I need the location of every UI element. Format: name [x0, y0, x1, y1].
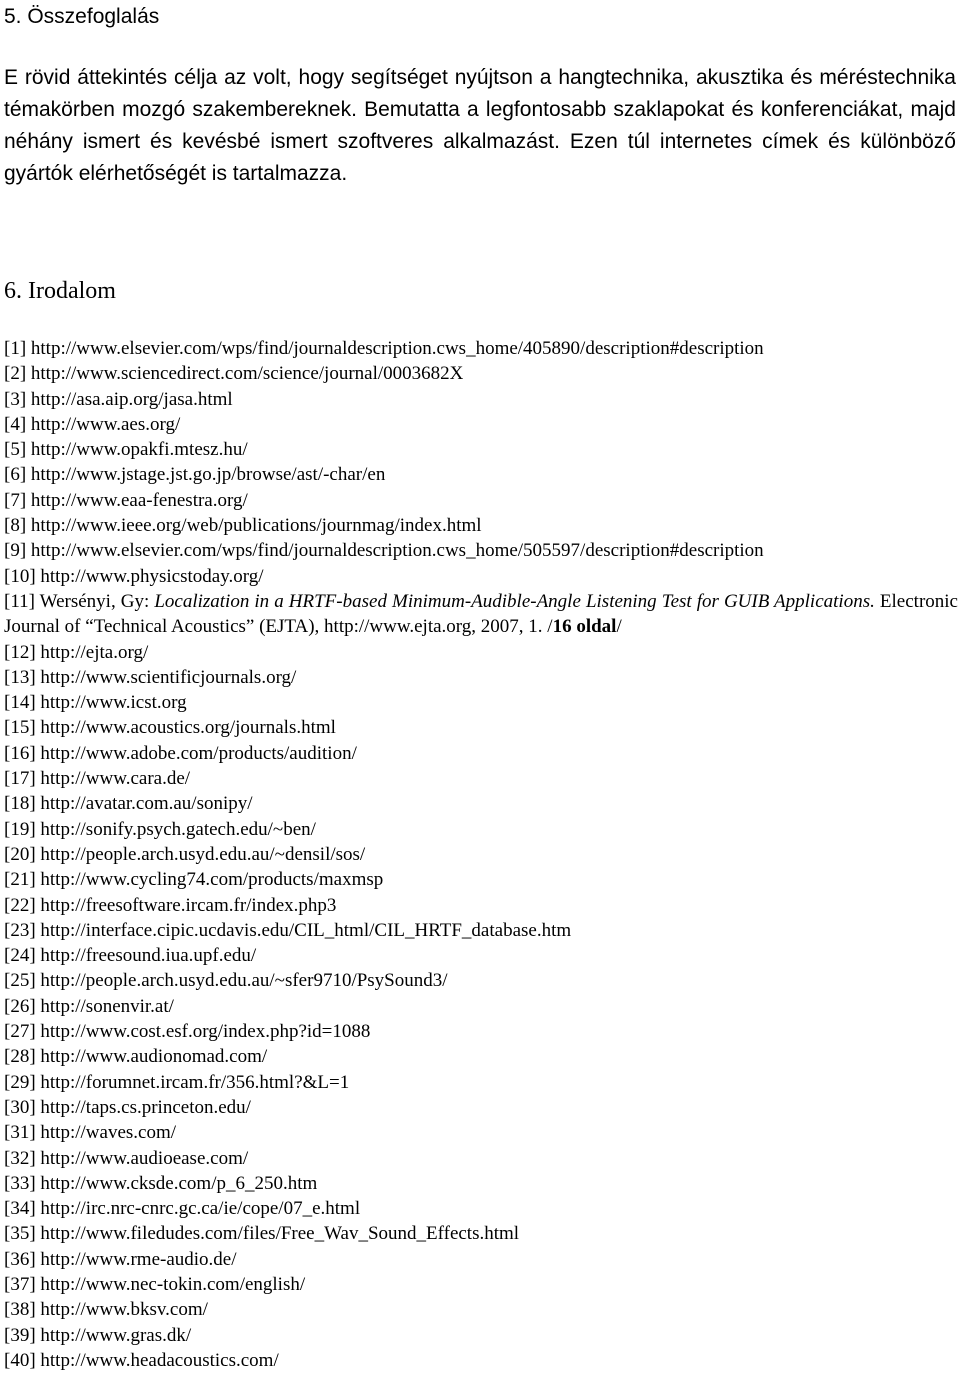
- reference-number: [13]: [4, 666, 36, 688]
- reference-item: [4, 766, 958, 791]
- reference-item: [4, 665, 958, 690]
- reference-number: [28]: [4, 1046, 36, 1068]
- reference-number: [3]: [4, 388, 27, 410]
- reference-item: [4, 437, 958, 462]
- reference-item: [4, 867, 958, 892]
- reference-item: [4, 1120, 958, 1145]
- reference-item: [4, 1044, 958, 1069]
- reference-number: [27]: [4, 1021, 36, 1043]
- reference-number: [29]: [4, 1071, 36, 1093]
- reference-number: [11]: [4, 590, 35, 612]
- reference-number: [40]: [4, 1349, 36, 1371]
- reference-url[interactable]: http://www.cara.de/: [40, 768, 191, 790]
- reference-item: [4, 1297, 958, 1322]
- reference-item: [4, 968, 958, 993]
- reference-item: [4, 336, 958, 361]
- reference-url[interactable]: http://www.opakfi.mtesz.hu/: [30, 439, 248, 461]
- reference-url[interactable]: http://www.cksde.com/p_6_250.htm: [40, 1172, 318, 1194]
- reference-list: [4, 336, 958, 1373]
- reference-item: [4, 1323, 958, 1348]
- reference-item: [4, 513, 958, 538]
- reference-url[interactable]: http://www.sciencedirect.com/science/journal/0003682X: [30, 363, 464, 385]
- reference-number: [35]: [4, 1223, 36, 1245]
- reference-url[interactable]: http://www.elsevier.com/wps/find/journaldescription.cws_home/405890/description#description: [30, 338, 764, 359]
- reference-item: [4, 1196, 958, 1221]
- reference-number: [10]: [4, 565, 36, 587]
- reference-number: [32]: [4, 1147, 36, 1169]
- reference-url[interactable]: http://asa.aip.org/jasa.html: [30, 388, 233, 410]
- reference-item: [4, 564, 958, 589]
- reference-number: [38]: [4, 1299, 36, 1321]
- reference-item: [4, 412, 958, 437]
- summary-paragraph: E rövid áttekintés célja az volt, hogy segítséget nyújtson a hangtechnika, akusztika és méréstechnika témakörben mozgó szakembereknek. Bemutatta a legfontosabb szaklapokat és konferenciákat, majd néhány ismert és kevésbé ismert szoftveres alkalmazást. Ezen túl internetes címek és különböző gyártók elérhetőségét is tartalmazza.: [4, 66, 956, 185]
- references-heading: 6. Irodalom: [4, 278, 116, 304]
- reference-url[interactable]: http://www.audionomad.com/: [40, 1046, 268, 1068]
- reference-url[interactable]: http://people.arch.usyd.edu.au/~densil/sos/: [40, 843, 366, 865]
- reference-number: [2]: [4, 363, 27, 385]
- reference-item: [4, 1247, 958, 1272]
- reference-number: [18]: [4, 793, 36, 815]
- reference-url[interactable]: http://avatar.com.au/sonipy/: [40, 793, 253, 815]
- citation-journal: Electronic Journal of “Technical Acoustics” (EJTA), http://www.ejta.org, 2007, 1. /: [4, 590, 958, 638]
- reference-url[interactable]: http://www.physicstoday.org/: [40, 565, 264, 587]
- reference-item: [4, 387, 958, 412]
- reference-url[interactable]: http://www.nec-tokin.com/english/: [40, 1273, 306, 1295]
- reference-item: [4, 943, 958, 968]
- reference-url[interactable]: http://irc.nrc-cnrc.gc.ca/ie/cope/07_e.html: [40, 1198, 361, 1220]
- reference-number: [31]: [4, 1122, 36, 1144]
- reference-url[interactable]: http://freesound.iua.upf.edu/: [40, 945, 257, 967]
- reference-url[interactable]: http://www.headacoustics.com/: [40, 1349, 279, 1371]
- citation-author: Wersényi, Gy:: [39, 590, 150, 612]
- reference-item: [4, 1019, 958, 1044]
- reference-number: [9]: [4, 540, 27, 562]
- reference-number: [1]: [4, 338, 27, 359]
- reference-item: [4, 1221, 958, 1246]
- reference-url[interactable]: http://www.rme-audio.de/: [40, 1248, 237, 1270]
- reference-number: [30]: [4, 1096, 36, 1118]
- reference-url[interactable]: http://freesoftware.ircam.fr/index.php3: [40, 894, 337, 916]
- reference-url[interactable]: http://sonenvir.at/: [40, 995, 174, 1017]
- reference-number: [25]: [4, 970, 36, 992]
- reference-item: [4, 1146, 958, 1171]
- reference-item: [4, 690, 958, 715]
- reference-number: [7]: [4, 489, 27, 511]
- reference-url[interactable]: http://sonify.psych.gatech.edu/~ben/: [40, 818, 316, 840]
- reference-url[interactable]: http://interface.cipic.ucdavis.edu/CIL_html/CIL_HRTF_database.htm: [40, 919, 572, 941]
- reference-item: [4, 1348, 958, 1373]
- reference-item: [4, 842, 958, 867]
- reference-item-citation: [4, 589, 958, 640]
- reference-item: [4, 741, 958, 766]
- reference-url[interactable]: http://www.adobe.com/products/audition/: [40, 742, 357, 764]
- reference-number: [26]: [4, 995, 36, 1017]
- reference-url[interactable]: http://people.arch.usyd.edu.au/~sfer9710/PsySound3/: [40, 970, 448, 992]
- reference-url[interactable]: http://www.acoustics.org/journals.html: [40, 717, 336, 739]
- reference-url[interactable]: http://www.ieee.org/web/publications/journmag/index.html: [30, 515, 482, 537]
- reference-url[interactable]: http://www.filedudes.com/files/Free_Wav_Sound_Effects.html: [40, 1223, 520, 1245]
- reference-item: [4, 488, 958, 513]
- reference-url[interactable]: http://www.audioease.com/: [40, 1147, 249, 1169]
- citation-pages: 16 oldal: [552, 616, 617, 638]
- reference-url[interactable]: http://www.icst.org: [40, 692, 187, 714]
- reference-item: [4, 817, 958, 842]
- reference-number: [20]: [4, 843, 36, 865]
- reference-item: [4, 640, 958, 665]
- reference-number: [17]: [4, 768, 36, 790]
- reference-number: [14]: [4, 692, 36, 714]
- reference-url[interactable]: http://www.jstage.jst.go.jp/browse/ast/-char/en: [30, 464, 386, 486]
- reference-url[interactable]: http://forumnet.ircam.fr/356.html?&L=1: [40, 1071, 350, 1093]
- reference-number: [34]: [4, 1198, 36, 1220]
- reference-number: [23]: [4, 919, 36, 941]
- reference-url[interactable]: http://waves.com/: [40, 1122, 177, 1144]
- reference-item: [4, 1095, 958, 1120]
- reference-number: [24]: [4, 945, 36, 967]
- reference-url[interactable]: http://www.cycling74.com/products/maxmsp: [40, 869, 384, 891]
- reference-number: [36]: [4, 1248, 36, 1270]
- reference-item: [4, 715, 958, 740]
- reference-item: [4, 893, 958, 918]
- reference-url[interactable]: http://www.cost.esf.org/index.php?id=1088: [40, 1021, 371, 1043]
- reference-item: [4, 994, 958, 1019]
- reference-item: [4, 1070, 958, 1095]
- reference-item: [4, 538, 958, 563]
- summary-heading: 5. Összefoglalás: [4, 5, 160, 28]
- reference-item: [4, 1171, 958, 1196]
- reference-number: [12]: [4, 641, 36, 663]
- reference-item: [4, 1272, 958, 1297]
- reference-number: [39]: [4, 1324, 36, 1346]
- reference-url[interactable]: http://www.aes.org/: [30, 413, 181, 435]
- reference-number: [22]: [4, 894, 36, 916]
- reference-number: [21]: [4, 869, 36, 891]
- reference-number: [8]: [4, 515, 27, 537]
- reference-item: [4, 791, 958, 816]
- reference-number: [33]: [4, 1172, 36, 1194]
- reference-number: [5]: [4, 439, 27, 461]
- reference-number: [37]: [4, 1273, 36, 1295]
- reference-number: [4]: [4, 413, 27, 435]
- reference-url[interactable]: http://www.eaa-fenestra.org/: [30, 489, 248, 511]
- reference-url[interactable]: http://www.bksv.com/: [40, 1299, 208, 1321]
- reference-item: [4, 462, 958, 487]
- reference-number: [6]: [4, 464, 27, 486]
- reference-number: [15]: [4, 717, 36, 739]
- reference-url[interactable]: http://www.gras.dk/: [40, 1324, 192, 1346]
- reference-number: [16]: [4, 742, 36, 764]
- reference-url[interactable]: http://www.scientificjournals.org/: [40, 666, 297, 688]
- reference-number: [19]: [4, 818, 36, 840]
- reference-url[interactable]: http://taps.cs.princeton.edu/: [40, 1096, 251, 1118]
- citation-tail: /: [616, 616, 622, 638]
- reference-item: [4, 361, 958, 386]
- citation-title: Localization in a HRTF-based Minimum-Audible-Angle Listening Test for GUIB Applications.: [154, 590, 875, 612]
- reference-url[interactable]: http://ejta.org/: [40, 641, 149, 663]
- reference-item: [4, 918, 958, 943]
- reference-url[interactable]: http://www.elsevier.com/wps/find/journaldescription.cws_home/505597/description#description: [30, 540, 764, 562]
